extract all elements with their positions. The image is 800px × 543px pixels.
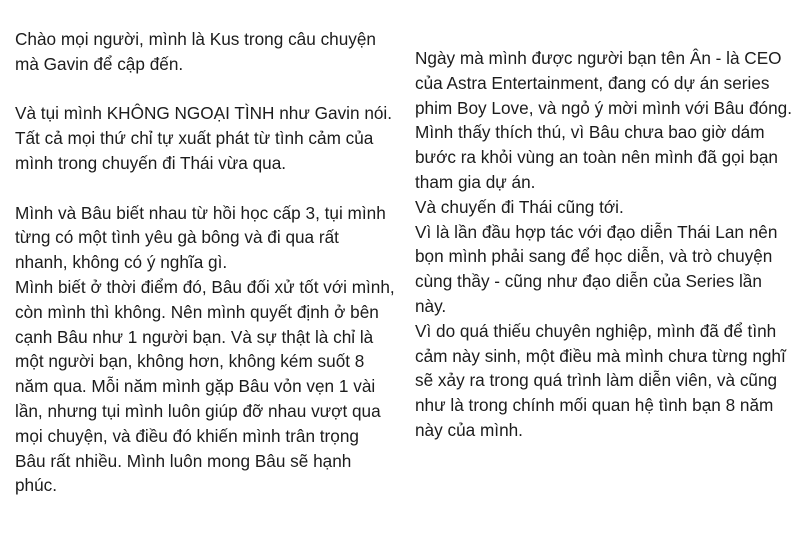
text-line: mình trong chuyến đi Thái vừa qua. bbox=[15, 152, 287, 173]
text-line: sẽ xảy ra trong quá trình làm diễn viên, và cũng bbox=[415, 370, 778, 391]
text-line: của Astra Entertainment, đang có dự án series bbox=[415, 72, 770, 93]
text-line: mọi chuyện, và điều đó khiến mình trân trọng bbox=[15, 425, 359, 446]
text-line: từng có một tình yêu gà bông và đi qua rất bbox=[15, 227, 339, 248]
paragraph-gap bbox=[15, 176, 400, 201]
text-line: Mình và Bâu biết nhau từ hồi học cấp 3, tụi mình bbox=[15, 202, 386, 223]
paragraph-gap bbox=[15, 77, 400, 102]
text-line: Vì do quá thiếu chuyên nghiệp, mình đã để tình bbox=[415, 320, 777, 341]
text-line: tham gia dự án. bbox=[415, 171, 536, 192]
text-line: Vì là lần đầu hợp tác với đạo diễn Thái Lan nên bbox=[415, 221, 778, 242]
text-line: còn mình thì không. Nên mình quyết định ở bên bbox=[15, 301, 379, 322]
text-line: Và chuyến đi Thái cũng tới. bbox=[415, 196, 624, 217]
text-line: Và tụi mình KHÔNG NGOẠI TÌNH như Gavin nói. bbox=[15, 103, 393, 124]
text-line: cùng thầy - cũng như đạo diễn của Series lần bbox=[415, 271, 762, 292]
left-text-column bbox=[0, 0, 400, 498]
text-line: này. bbox=[415, 295, 447, 316]
text-line: cạnh Bâu như 1 người bạn. Và sự thật là chỉ là bbox=[15, 326, 374, 347]
text-line: mà Gavin để cập đến. bbox=[15, 53, 184, 74]
text-line: phim Boy Love, và ngỏ ý mời mình với Bâu đóng. bbox=[415, 97, 792, 118]
text-line: nhanh, không có ý nghĩa gì. bbox=[15, 252, 228, 273]
text-line: cảm này sinh, một điều mà mình chưa từng nghĩ bbox=[415, 345, 786, 366]
text-line: Mình thấy thích thú, vì Bâu chưa bao giờ dám bbox=[415, 122, 765, 143]
text-line: Bâu rất nhiều. Mình luôn mong Bâu sẽ hạnh bbox=[15, 450, 352, 471]
text-line: Tất cả mọi thứ chỉ tự xuất phát từ tình cảm của bbox=[15, 128, 374, 149]
right-text-column bbox=[400, 0, 800, 443]
text-line: bước ra khỏi vùng an toàn nên mình đã gọi bạn bbox=[415, 147, 778, 168]
text-line: Chào mọi người, mình là Kus trong câu chuyện bbox=[15, 29, 376, 49]
text-line: này của mình. bbox=[415, 419, 523, 440]
text-line: bọn mình phải sang để học diễn, và trò chuyện bbox=[415, 246, 773, 267]
text-line: lần, nhưng tụi mình luôn giúp đỡ nhau vượt qua bbox=[15, 400, 381, 421]
text-line: như là trong chính mối quan hệ tình bạn 8 năm bbox=[415, 395, 774, 416]
text-line: một người bạn, không hơn, không kém suốt 8 bbox=[15, 351, 365, 372]
text-line: năm qua. Mỗi năm mình gặp Bâu vỏn vẹn 1 vài bbox=[15, 376, 376, 397]
text-line: Mình biết ở thời điểm đó, Bâu đối xử tốt với mình, bbox=[15, 276, 395, 297]
text-line: phúc. bbox=[15, 475, 58, 496]
text-line: Ngày mà mình được người bạn tên Ân - là CEO bbox=[415, 48, 782, 68]
